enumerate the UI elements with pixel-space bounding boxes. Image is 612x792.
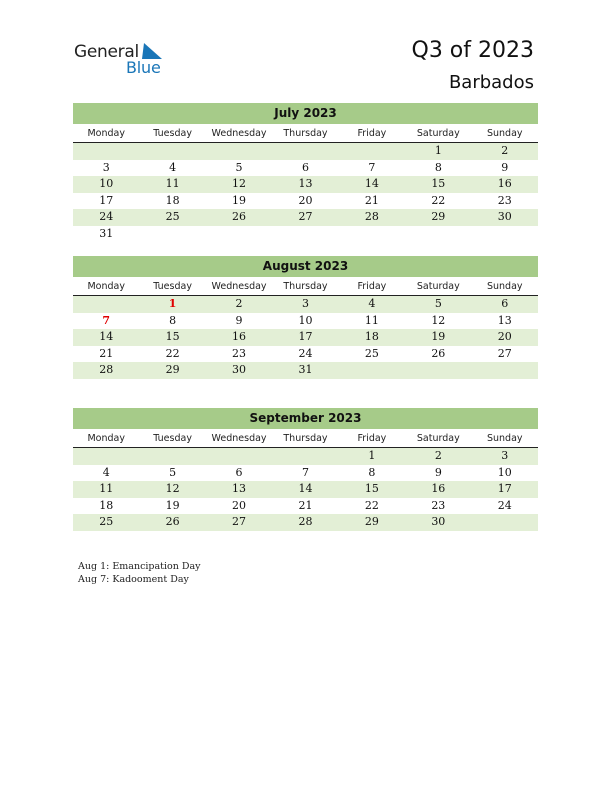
day-cell: 7 — [368, 160, 376, 174]
weekday-label: Sunday — [486, 281, 523, 292]
weekday-label: Wednesday — [211, 281, 267, 292]
day-cell — [206, 448, 272, 465]
day-cell: 3 — [501, 449, 509, 462]
week-row — [73, 193, 538, 210]
day-cell: 3 — [102, 160, 110, 174]
month-calendar — [73, 103, 538, 242]
weekday-label: Thursday — [283, 433, 328, 444]
weekday-label: Friday — [357, 128, 387, 139]
month-calendar — [73, 408, 538, 531]
day-cell — [405, 362, 471, 379]
day-cell — [339, 143, 405, 160]
day-cell: 26 — [232, 210, 247, 223]
day-cell: 11 — [99, 482, 114, 495]
day-cell: 15 — [364, 482, 379, 495]
day-cell: 31 — [298, 363, 313, 376]
day-cell: 17 — [99, 193, 114, 207]
day-cell — [73, 143, 139, 160]
day-cell: 11 — [165, 177, 180, 190]
month-calendar — [73, 256, 538, 379]
week-row — [73, 160, 538, 177]
day-cell: 31 — [99, 226, 114, 240]
weekday-label: Thursday — [283, 281, 328, 292]
day-cell: 3 — [301, 297, 309, 310]
day-cell: 13 — [497, 313, 512, 327]
brand-logo — [74, 42, 184, 82]
day-cell — [206, 226, 272, 243]
day-cell: 23 — [497, 193, 512, 207]
day-cell: 18 — [364, 330, 379, 343]
weekday-header-row — [73, 430, 538, 448]
quarter-title: Q3 of 2023 — [411, 38, 534, 63]
day-cell: 10 — [298, 313, 313, 327]
day-cell: 27 — [232, 515, 247, 528]
holiday-note: Aug 1: Emancipation Day — [78, 561, 201, 572]
day-cell — [73, 448, 139, 465]
day-cell: 18 — [99, 498, 114, 512]
week-row — [73, 143, 538, 160]
day-cell: 21 — [99, 346, 114, 360]
day-cell: 25 — [364, 346, 379, 360]
day-cell: 12 — [232, 177, 247, 190]
logo-triangle-icon — [142, 43, 162, 59]
day-cell: 7 — [301, 465, 309, 479]
day-cell: 9 — [501, 160, 509, 174]
weekday-label: Tuesday — [153, 281, 192, 292]
day-cell: 8 — [434, 160, 442, 174]
week-row — [73, 498, 538, 515]
day-cell: 9 — [235, 313, 243, 327]
day-cell: 29 — [431, 210, 446, 223]
day-cell — [139, 143, 205, 160]
day-cell: 4 — [368, 297, 376, 310]
day-cell: 20 — [298, 193, 313, 207]
weekday-label: Monday — [87, 433, 125, 444]
weekday-label: Saturday — [416, 128, 460, 139]
day-cell: 23 — [232, 346, 247, 360]
day-cell: 8 — [368, 465, 376, 479]
week-row — [73, 362, 538, 379]
day-cell: 21 — [298, 498, 313, 512]
week-row — [73, 226, 538, 243]
day-cell — [139, 226, 205, 243]
holiday-notes — [78, 560, 201, 586]
day-cell: 16 — [232, 330, 247, 343]
weekday-label: Thursday — [283, 128, 328, 139]
day-cell: 19 — [165, 498, 180, 512]
month-title: September 2023 — [73, 408, 538, 429]
weekday-label: Wednesday — [211, 128, 267, 139]
day-cell: 25 — [99, 515, 114, 528]
day-cell: 5 — [235, 160, 243, 174]
day-cell: 10 — [497, 465, 512, 479]
weekday-label: Tuesday — [153, 433, 192, 444]
week-row — [73, 313, 538, 330]
day-cell: 29 — [364, 515, 379, 528]
day-cell — [339, 226, 405, 243]
day-cell: 2 — [434, 449, 442, 462]
week-row — [73, 448, 538, 465]
weekday-label: Saturday — [416, 433, 460, 444]
day-cell: 16 — [497, 177, 512, 190]
country-name: Barbados — [448, 72, 534, 93]
day-cell: 14 — [364, 177, 379, 190]
logo-text-blue: Blue — [126, 58, 161, 77]
day-cell: 19 — [232, 193, 247, 207]
day-cell: 6 — [235, 465, 243, 479]
week-row — [73, 209, 538, 226]
weekday-label: Wednesday — [211, 433, 267, 444]
day-cell: 12 — [431, 313, 446, 327]
day-cell: 26 — [165, 515, 180, 528]
weekday-label: Sunday — [486, 128, 523, 139]
week-row — [73, 514, 538, 531]
week-row — [73, 176, 538, 193]
day-cell: 25 — [165, 210, 180, 223]
day-cell: 23 — [431, 498, 446, 512]
day-cell: 15 — [165, 330, 180, 343]
day-cell: 26 — [431, 346, 446, 360]
day-cell: 24 — [99, 210, 114, 223]
day-cell: 1 — [368, 449, 376, 462]
day-cell: 30 — [232, 363, 247, 376]
day-cell: 9 — [434, 465, 442, 479]
day-cell: 14 — [298, 482, 313, 495]
day-cell — [405, 226, 471, 243]
day-cell: 5 — [434, 297, 442, 310]
day-cell: 18 — [165, 193, 180, 207]
day-cell: 4 — [102, 465, 110, 479]
holiday-note: Aug 7: Kadooment Day — [78, 574, 189, 585]
day-cell: 29 — [165, 363, 180, 376]
weekday-label: Monday — [87, 281, 125, 292]
day-cell: 11 — [364, 313, 379, 327]
day-cell: 6 — [501, 297, 509, 310]
day-cell: 13 — [298, 177, 313, 190]
day-cell: 10 — [99, 177, 114, 190]
day-cell — [472, 362, 538, 379]
weekday-label: Friday — [357, 281, 387, 292]
day-cell: 22 — [364, 498, 379, 512]
month-title: July 2023 — [73, 103, 538, 124]
day-cell: 28 — [364, 210, 379, 223]
day-cell: 13 — [232, 482, 247, 495]
weekday-label: Monday — [87, 128, 125, 139]
day-cell: 17 — [298, 330, 313, 343]
day-cell — [272, 448, 338, 465]
day-cell: 8 — [169, 313, 177, 327]
weekday-label: Saturday — [416, 281, 460, 292]
day-cell: 24 — [298, 346, 313, 360]
weekday-header-row — [73, 125, 538, 143]
day-cell: 17 — [497, 482, 512, 495]
week-row — [73, 296, 538, 313]
day-cell: 28 — [298, 515, 313, 528]
day-cell — [339, 362, 405, 379]
day-cell: 24 — [497, 498, 512, 512]
logo-text-general: General — [74, 42, 139, 62]
day-cell: 6 — [301, 160, 309, 174]
day-cell: 12 — [165, 482, 180, 495]
day-cell — [272, 226, 338, 243]
day-cell: 1 — [434, 144, 442, 157]
day-cell: 4 — [169, 160, 177, 174]
week-row — [73, 465, 538, 482]
day-cell: 21 — [364, 193, 379, 207]
day-cell: 22 — [165, 346, 180, 360]
weekday-label: Friday — [357, 433, 387, 444]
holiday-day-cell: 1 — [168, 297, 177, 310]
day-cell: 30 — [497, 210, 512, 223]
day-cell — [472, 514, 538, 531]
day-cell: 2 — [501, 144, 509, 157]
day-cell — [472, 226, 538, 243]
day-cell: 28 — [99, 363, 114, 376]
day-cell: 14 — [99, 330, 114, 343]
weekday-header-row — [73, 278, 538, 296]
day-cell: 20 — [497, 330, 512, 343]
day-cell: 27 — [298, 210, 313, 223]
title-block — [412, 36, 535, 98]
day-cell: 16 — [431, 482, 446, 495]
week-row — [73, 329, 538, 346]
day-cell: 2 — [235, 297, 243, 310]
day-cell: 30 — [431, 515, 446, 528]
day-cell — [272, 143, 338, 160]
month-title: August 2023 — [73, 256, 538, 277]
weekday-label: Sunday — [486, 433, 523, 444]
day-cell: 20 — [232, 498, 247, 512]
day-cell: 5 — [169, 465, 177, 479]
day-cell — [206, 143, 272, 160]
day-cell: 19 — [431, 330, 446, 343]
day-cell — [139, 448, 205, 465]
day-cell: 15 — [431, 177, 446, 190]
week-row — [73, 346, 538, 363]
weekday-label: Tuesday — [153, 128, 192, 139]
day-cell: 22 — [431, 193, 446, 207]
week-row — [73, 481, 538, 498]
holiday-day-cell: 7 — [102, 313, 111, 327]
day-cell: 27 — [497, 346, 512, 360]
day-cell — [73, 296, 139, 313]
